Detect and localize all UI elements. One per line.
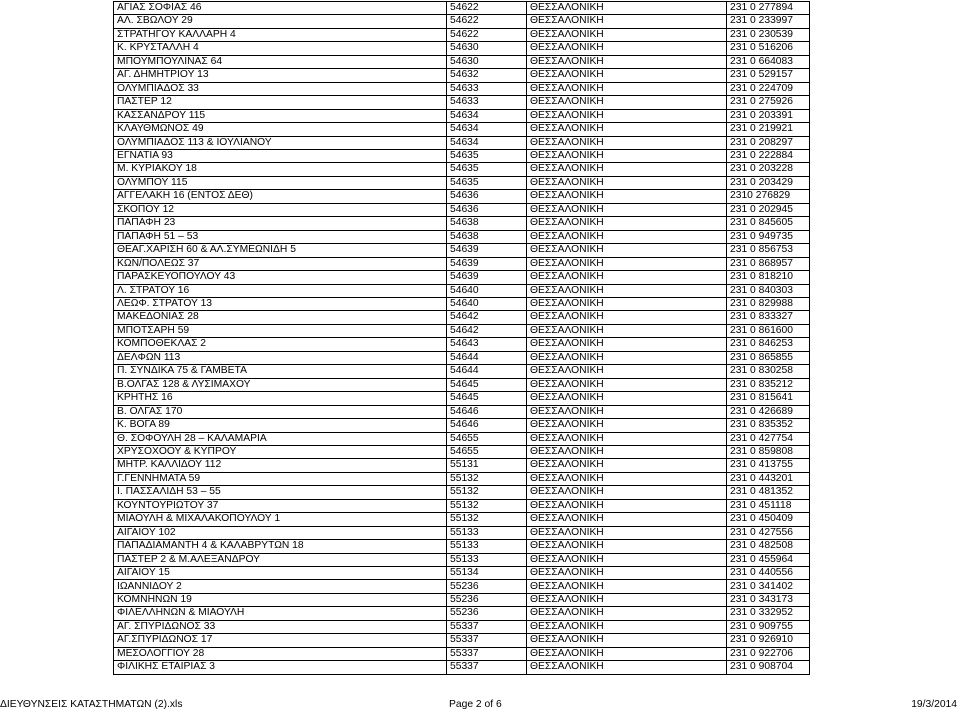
zip-cell: 55337 bbox=[447, 634, 527, 647]
phone-cell: 231 0 664083 bbox=[727, 55, 810, 68]
address-cell: Θ. ΣΟΦΟΥΛΗ 28 – ΚΑΛΑΜΑΡΙΑ bbox=[114, 432, 447, 445]
zip-cell: 54643 bbox=[447, 338, 527, 351]
table-row bbox=[114, 271, 810, 284]
city-cell: ΘΕΣΣΑΛΟΝΙΚΗ bbox=[527, 109, 727, 122]
address-cell: ΟΛΥΜΠΟΥ 115 bbox=[114, 176, 447, 189]
zip-cell: 55134 bbox=[447, 567, 527, 580]
address-cell: ΜΑΚΕΔΟΝΙΑΣ 28 bbox=[114, 311, 447, 324]
table-row bbox=[114, 136, 810, 149]
zip-cell: 54622 bbox=[447, 15, 527, 28]
address-cell: ΙΩΑΝΝΙΔΟΥ 2 bbox=[114, 580, 447, 593]
table-row bbox=[114, 620, 810, 633]
phone-cell: 231 0 830258 bbox=[727, 365, 810, 378]
address-cell: ΠΑΡΑΣΚΕΥΟΠΟΥΛΟΥ 43 bbox=[114, 271, 447, 284]
zip-cell: 54639 bbox=[447, 244, 527, 257]
zip-cell: 54633 bbox=[447, 82, 527, 95]
phone-cell: 231 0 203391 bbox=[727, 109, 810, 122]
city-cell: ΘΕΣΣΑΛΟΝΙΚΗ bbox=[527, 392, 727, 405]
phone-cell: 231 0 922706 bbox=[727, 647, 810, 660]
city-cell: ΘΕΣΣΑΛΟΝΙΚΗ bbox=[527, 499, 727, 512]
city-cell: ΘΕΣΣΑΛΟΝΙΚΗ bbox=[527, 607, 727, 620]
zip-cell: 54634 bbox=[447, 136, 527, 149]
table-row bbox=[114, 445, 810, 458]
phone-cell: 231 0 224709 bbox=[727, 82, 810, 95]
city-cell: ΘΕΣΣΑΛΟΝΙΚΗ bbox=[527, 472, 727, 485]
table-row bbox=[114, 176, 810, 189]
address-cell: ΚΟΜΝΗΝΩΝ 19 bbox=[114, 593, 447, 606]
table-row bbox=[114, 297, 810, 310]
zip-cell: 54646 bbox=[447, 419, 527, 432]
address-cell: ΜΗΤΡ. ΚΑΛΛΙΔΟΥ 112 bbox=[114, 459, 447, 472]
table-row bbox=[114, 351, 810, 364]
table-row bbox=[114, 378, 810, 391]
city-cell: ΘΕΣΣΑΛΟΝΙΚΗ bbox=[527, 69, 727, 82]
phone-cell: 231 0 443201 bbox=[727, 472, 810, 485]
table-row bbox=[114, 190, 810, 203]
phone-cell: 231 0 277894 bbox=[727, 2, 810, 15]
city-cell: ΘΕΣΣΑΛΟΝΙΚΗ bbox=[527, 284, 727, 297]
table-row bbox=[114, 324, 810, 337]
zip-cell: 54639 bbox=[447, 257, 527, 270]
address-cell: Π. ΣΥΝΔΙΚΑ 75 & ΓΑΜΒΕΤΑ bbox=[114, 365, 447, 378]
zip-cell: 54640 bbox=[447, 284, 527, 297]
city-cell: ΘΕΣΣΑΛΟΝΙΚΗ bbox=[527, 190, 727, 203]
address-cell: ΚΟΥΝΤΟΥΡΙΩΤΟΥ 37 bbox=[114, 499, 447, 512]
city-cell: ΘΕΣΣΑΛΟΝΙΚΗ bbox=[527, 540, 727, 553]
table-row bbox=[114, 459, 810, 472]
city-cell: ΘΕΣΣΑΛΟΝΙΚΗ bbox=[527, 176, 727, 189]
address-cell: ΚΡΗΤΗΣ 16 bbox=[114, 392, 447, 405]
phone-cell: 231 0 856753 bbox=[727, 244, 810, 257]
address-cell: ΑΛ. ΣΒΩΛΟΥ 29 bbox=[114, 15, 447, 28]
zip-cell: 54636 bbox=[447, 190, 527, 203]
city-cell: ΘΕΣΣΑΛΟΝΙΚΗ bbox=[527, 311, 727, 324]
zip-cell: 55132 bbox=[447, 499, 527, 512]
phone-cell: 231 0 835212 bbox=[727, 378, 810, 391]
phone-cell: 231 0 845605 bbox=[727, 217, 810, 230]
zip-cell: 55131 bbox=[447, 459, 527, 472]
zip-cell: 55132 bbox=[447, 472, 527, 485]
address-cell: Μ. ΚΥΡΙΑΚΟΥ 18 bbox=[114, 163, 447, 176]
phone-cell: 231 0 865855 bbox=[727, 351, 810, 364]
table-row bbox=[114, 499, 810, 512]
zip-cell: 55133 bbox=[447, 526, 527, 539]
table-row bbox=[114, 553, 810, 566]
table-row bbox=[114, 203, 810, 216]
city-cell: ΘΕΣΣΑΛΟΝΙΚΗ bbox=[527, 486, 727, 499]
address-cell: Λ. ΣΤΡΑΤΟΥ 16 bbox=[114, 284, 447, 297]
phone-cell: 231 0 908704 bbox=[727, 661, 810, 674]
city-cell: ΘΕΣΣΑΛΟΝΙΚΗ bbox=[527, 230, 727, 243]
address-cell: ΠΑΠΑΦΗ 51 – 53 bbox=[114, 230, 447, 243]
table-row bbox=[114, 647, 810, 660]
table-row bbox=[114, 634, 810, 647]
phone-cell: 231 0 529157 bbox=[727, 69, 810, 82]
table-row bbox=[114, 419, 810, 432]
address-cell: ΜΠΟΥΜΠΟΥΛΙΝΑΣ 64 bbox=[114, 55, 447, 68]
address-cell: ΘΕΑΓ.ΧΑΡΙΣΗ 60 & ΑΛ.ΣΥΜΕΩΝΙΔΗ 5 bbox=[114, 244, 447, 257]
city-cell: ΘΕΣΣΑΛΟΝΙΚΗ bbox=[527, 136, 727, 149]
city-cell: ΘΕΣΣΑΛΟΝΙΚΗ bbox=[527, 55, 727, 68]
phone-cell: 231 0 846253 bbox=[727, 338, 810, 351]
table-row bbox=[114, 230, 810, 243]
address-cell: ΟΛΥΜΠΙΑΔΟΣ 33 bbox=[114, 82, 447, 95]
city-cell: ΘΕΣΣΑΛΟΝΙΚΗ bbox=[527, 365, 727, 378]
table-row bbox=[114, 55, 810, 68]
phone-cell: 231 0 861600 bbox=[727, 324, 810, 337]
address-cell: ΜΠΟΤΣΑΡΗ 59 bbox=[114, 324, 447, 337]
table-row bbox=[114, 163, 810, 176]
zip-cell: 54645 bbox=[447, 378, 527, 391]
table-row bbox=[114, 149, 810, 162]
zip-cell: 54638 bbox=[447, 230, 527, 243]
zip-cell: 54622 bbox=[447, 28, 527, 41]
zip-cell: 54644 bbox=[447, 351, 527, 364]
table-row bbox=[114, 607, 810, 620]
address-cell: ΧΡΥΣΟΧΟΟΥ & ΚΥΠΡΟΥ bbox=[114, 445, 447, 458]
zip-cell: 55132 bbox=[447, 513, 527, 526]
footer-page-number: Page 2 of 6 bbox=[449, 699, 502, 710]
table-row bbox=[114, 109, 810, 122]
table-row bbox=[114, 392, 810, 405]
phone-cell: 231 0 440556 bbox=[727, 567, 810, 580]
zip-cell: 54634 bbox=[447, 109, 527, 122]
city-cell: ΘΕΣΣΑΛΟΝΙΚΗ bbox=[527, 620, 727, 633]
phone-cell: 231 0 203228 bbox=[727, 163, 810, 176]
stores-table bbox=[113, 1, 810, 675]
table-row bbox=[114, 123, 810, 136]
zip-cell: 54638 bbox=[447, 217, 527, 230]
phone-cell: 231 0 840303 bbox=[727, 284, 810, 297]
phone-cell: 231 0 202945 bbox=[727, 203, 810, 216]
table-row bbox=[114, 28, 810, 41]
table-row bbox=[114, 661, 810, 674]
city-cell: ΘΕΣΣΑΛΟΝΙΚΗ bbox=[527, 163, 727, 176]
city-cell: ΘΕΣΣΑΛΟΝΙΚΗ bbox=[527, 15, 727, 28]
address-cell: ΑΓ. ΣΠΥΡΙΔΩΝΟΣ 33 bbox=[114, 620, 447, 633]
zip-cell: 54644 bbox=[447, 365, 527, 378]
city-cell: ΘΕΣΣΑΛΟΝΙΚΗ bbox=[527, 419, 727, 432]
address-cell: ΟΛΥΜΠΙΑΔΟΣ 113 & ΙΟΥΛΙΑΝΟΥ bbox=[114, 136, 447, 149]
zip-cell: 54645 bbox=[447, 392, 527, 405]
city-cell: ΘΕΣΣΑΛΟΝΙΚΗ bbox=[527, 634, 727, 647]
address-cell: ΚΑΣΣΑΝΔΡΟΥ 115 bbox=[114, 109, 447, 122]
zip-cell: 55337 bbox=[447, 661, 527, 674]
table-row bbox=[114, 15, 810, 28]
address-cell: ΣΚΟΠΟΥ 12 bbox=[114, 203, 447, 216]
table-row bbox=[114, 338, 810, 351]
address-cell: ΜΙΑΟΥΛΗ & ΜΙΧΑΛΑΚΟΠΟΥΛΟΥ 1 bbox=[114, 513, 447, 526]
address-cell: ΠΑΠΑΦΗ 23 bbox=[114, 217, 447, 230]
phone-cell: 231 0 203429 bbox=[727, 176, 810, 189]
zip-cell: 54635 bbox=[447, 176, 527, 189]
city-cell: ΘΕΣΣΑΛΟΝΙΚΗ bbox=[527, 445, 727, 458]
table-row bbox=[114, 513, 810, 526]
address-cell: ΣΤΡΑΤΗΓΟΥ ΚΑΛΛΑΡΗ 4 bbox=[114, 28, 447, 41]
city-cell: ΘΕΣΣΑΛΟΝΙΚΗ bbox=[527, 378, 727, 391]
table-row bbox=[114, 311, 810, 324]
address-cell: ΜΕΣΟΛΟΓΓΙΟΥ 28 bbox=[114, 647, 447, 660]
city-cell: ΘΕΣΣΑΛΟΝΙΚΗ bbox=[527, 149, 727, 162]
city-cell: ΘΕΣΣΑΛΟΝΙΚΗ bbox=[527, 203, 727, 216]
zip-cell: 54622 bbox=[447, 2, 527, 15]
table-row bbox=[114, 486, 810, 499]
address-cell: ΑΓ.ΣΠΥΡΙΔΩΝΟΣ 17 bbox=[114, 634, 447, 647]
city-cell: ΘΕΣΣΑΛΟΝΙΚΗ bbox=[527, 593, 727, 606]
address-cell: ΠΑΣΤΕΡ 2 & Μ.ΑΛΕΞΑΝΔΡΟΥ bbox=[114, 553, 447, 566]
city-cell: ΘΕΣΣΑΛΟΝΙΚΗ bbox=[527, 2, 727, 15]
zip-cell: 55133 bbox=[447, 540, 527, 553]
zip-cell: 54639 bbox=[447, 271, 527, 284]
phone-cell: 231 0 230539 bbox=[727, 28, 810, 41]
city-cell: ΘΕΣΣΑΛΟΝΙΚΗ bbox=[527, 513, 727, 526]
zip-cell: 54646 bbox=[447, 405, 527, 418]
zip-cell: 54635 bbox=[447, 149, 527, 162]
table-row bbox=[114, 96, 810, 109]
city-cell: ΘΕΣΣΑΛΟΝΙΚΗ bbox=[527, 217, 727, 230]
table-row bbox=[114, 567, 810, 580]
city-cell: ΘΕΣΣΑΛΟΝΙΚΗ bbox=[527, 123, 727, 136]
zip-cell: 55236 bbox=[447, 580, 527, 593]
table-row bbox=[114, 69, 810, 82]
phone-cell: 231 0 222884 bbox=[727, 149, 810, 162]
city-cell: ΘΕΣΣΑΛΟΝΙΚΗ bbox=[527, 661, 727, 674]
phone-cell: 231 0 516206 bbox=[727, 42, 810, 55]
address-cell: Κ. ΚΡΥΣΤΑΛΛΗ 4 bbox=[114, 42, 447, 55]
phone-cell: 231 0 455964 bbox=[727, 553, 810, 566]
table-row bbox=[114, 257, 810, 270]
address-cell: ΑΓ. ΔΗΜΗΤΡΙΟΥ 13 bbox=[114, 69, 447, 82]
city-cell: ΘΕΣΣΑΛΟΝΙΚΗ bbox=[527, 42, 727, 55]
city-cell: ΘΕΣΣΑΛΟΝΙΚΗ bbox=[527, 351, 727, 364]
zip-cell: 55236 bbox=[447, 593, 527, 606]
phone-cell: 231 0 833327 bbox=[727, 311, 810, 324]
address-cell: ΠΑΣΤΕΡ 12 bbox=[114, 96, 447, 109]
table-row bbox=[114, 593, 810, 606]
zip-cell: 54632 bbox=[447, 69, 527, 82]
address-cell: ΚΟΜΠΟΘΕΚΛΑΣ 2 bbox=[114, 338, 447, 351]
zip-cell: 54655 bbox=[447, 432, 527, 445]
phone-cell: 231 0 818210 bbox=[727, 271, 810, 284]
table-row bbox=[114, 405, 810, 418]
phone-cell: 231 0 949735 bbox=[727, 230, 810, 243]
phone-cell: 231 0 909755 bbox=[727, 620, 810, 633]
zip-cell: 54633 bbox=[447, 96, 527, 109]
city-cell: ΘΕΣΣΑΛΟΝΙΚΗ bbox=[527, 96, 727, 109]
city-cell: ΘΕΣΣΑΛΟΝΙΚΗ bbox=[527, 28, 727, 41]
city-cell: ΘΕΣΣΑΛΟΝΙΚΗ bbox=[527, 432, 727, 445]
address-cell: Κ. ΒΟΓΑ 89 bbox=[114, 419, 447, 432]
phone-cell: 231 0 341402 bbox=[727, 580, 810, 593]
phone-cell: 231 0 859808 bbox=[727, 445, 810, 458]
phone-cell: 231 0 815641 bbox=[727, 392, 810, 405]
phone-cell: 231 0 481352 bbox=[727, 486, 810, 499]
table-row bbox=[114, 284, 810, 297]
table-row bbox=[114, 217, 810, 230]
zip-cell: 54630 bbox=[447, 55, 527, 68]
table-row bbox=[114, 42, 810, 55]
footer-date: 19/3/2014 bbox=[911, 699, 957, 710]
address-cell: ΦΙΛΕΛΛΗΝΩΝ & ΜΙΑΟΥΛΗ bbox=[114, 607, 447, 620]
phone-cell: 2310 276829 bbox=[727, 190, 810, 203]
phone-cell: 231 0 413755 bbox=[727, 459, 810, 472]
zip-cell: 54636 bbox=[447, 203, 527, 216]
city-cell: ΘΕΣΣΑΛΟΝΙΚΗ bbox=[527, 647, 727, 660]
city-cell: ΘΕΣΣΑΛΟΝΙΚΗ bbox=[527, 459, 727, 472]
zip-cell: 54642 bbox=[447, 311, 527, 324]
table-row bbox=[114, 432, 810, 445]
zip-cell: 54630 bbox=[447, 42, 527, 55]
phone-cell: 231 0 343173 bbox=[727, 593, 810, 606]
table-row bbox=[114, 244, 810, 257]
address-cell: ΦΙΛΙΚΗΣ ΕΤΑΙΡΙΑΣ 3 bbox=[114, 661, 447, 674]
zip-cell: 55337 bbox=[447, 647, 527, 660]
stores-table-body bbox=[114, 2, 810, 675]
table-row bbox=[114, 82, 810, 95]
phone-cell: 231 0 332952 bbox=[727, 607, 810, 620]
address-cell: ΚΩΝ/ΠΟΛΕΩΣ 37 bbox=[114, 257, 447, 270]
phone-cell: 231 0 868957 bbox=[727, 257, 810, 270]
city-cell: ΘΕΣΣΑΛΟΝΙΚΗ bbox=[527, 297, 727, 310]
address-cell: ΠΑΠΑΔΙΑΜΑΝΤΗ 4 & ΚΑΛΑΒΡΥΤΩΝ 18 bbox=[114, 540, 447, 553]
table-row bbox=[114, 2, 810, 15]
phone-cell: 231 0 451118 bbox=[727, 499, 810, 512]
table-row bbox=[114, 580, 810, 593]
address-cell: ΑΓΓΕΛΑΚΗ 16 (ΕΝΤΟΣ ΔΕΘ) bbox=[114, 190, 447, 203]
address-cell: ΕΓΝΑΤΙΑ 93 bbox=[114, 149, 447, 162]
phone-cell: 231 0 427556 bbox=[727, 526, 810, 539]
zip-cell: 54640 bbox=[447, 297, 527, 310]
phone-cell: 231 0 450409 bbox=[727, 513, 810, 526]
phone-cell: 231 0 427754 bbox=[727, 432, 810, 445]
phone-cell: 231 0 233997 bbox=[727, 15, 810, 28]
city-cell: ΘΕΣΣΑΛΟΝΙΚΗ bbox=[527, 257, 727, 270]
table-row bbox=[114, 526, 810, 539]
zip-cell: 54655 bbox=[447, 445, 527, 458]
address-cell: ΑΙΓΑΙΟΥ 15 bbox=[114, 567, 447, 580]
zip-cell: 55132 bbox=[447, 486, 527, 499]
city-cell: ΘΕΣΣΑΛΟΝΙΚΗ bbox=[527, 271, 727, 284]
table-row bbox=[114, 540, 810, 553]
address-cell: Β.ΟΛΓΑΣ 128 & ΛΥΣΙΜΑΧΟΥ bbox=[114, 378, 447, 391]
phone-cell: 231 0 275926 bbox=[727, 96, 810, 109]
city-cell: ΘΕΣΣΑΛΟΝΙΚΗ bbox=[527, 580, 727, 593]
phone-cell: 231 0 829988 bbox=[727, 297, 810, 310]
address-cell: ΔΕΛΦΩΝ 113 bbox=[114, 351, 447, 364]
city-cell: ΘΕΣΣΑΛΟΝΙΚΗ bbox=[527, 553, 727, 566]
phone-cell: 231 0 426689 bbox=[727, 405, 810, 418]
phone-cell: 231 0 835352 bbox=[727, 419, 810, 432]
address-cell: Β. ΟΛΓΑΣ 170 bbox=[114, 405, 447, 418]
city-cell: ΘΕΣΣΑΛΟΝΙΚΗ bbox=[527, 567, 727, 580]
phone-cell: 231 0 482508 bbox=[727, 540, 810, 553]
zip-cell: 55337 bbox=[447, 620, 527, 633]
address-cell: ΛΕΩΦ. ΣΤΡΑΤΟΥ 13 bbox=[114, 297, 447, 310]
phone-cell: 231 0 208297 bbox=[727, 136, 810, 149]
address-cell: ΑΙΓΑΙΟΥ 102 bbox=[114, 526, 447, 539]
phone-cell: 231 0 926910 bbox=[727, 634, 810, 647]
city-cell: ΘΕΣΣΑΛΟΝΙΚΗ bbox=[527, 324, 727, 337]
zip-cell: 54635 bbox=[447, 163, 527, 176]
phone-cell: 231 0 219921 bbox=[727, 123, 810, 136]
city-cell: ΘΕΣΣΑΛΟΝΙΚΗ bbox=[527, 82, 727, 95]
city-cell: ΘΕΣΣΑΛΟΝΙΚΗ bbox=[527, 405, 727, 418]
zip-cell: 55133 bbox=[447, 553, 527, 566]
city-cell: ΘΕΣΣΑΛΟΝΙΚΗ bbox=[527, 338, 727, 351]
address-cell: ΑΓΙΑΣ ΣΟΦΙΑΣ 46 bbox=[114, 2, 447, 15]
zip-cell: 54642 bbox=[447, 324, 527, 337]
table-row bbox=[114, 472, 810, 485]
table-row bbox=[114, 365, 810, 378]
zip-cell: 54634 bbox=[447, 123, 527, 136]
address-cell: Ι. ΠΑΣΣΑΛΙΔΗ 53 – 55 bbox=[114, 486, 447, 499]
address-cell: ΚΛΑΥΘΜΩΝΟΣ 49 bbox=[114, 123, 447, 136]
footer-filename: ΔΙΕΥΘΥΝΣΕΙΣ ΚΑΤΑΣΤΗΜΑΤΩΝ (2).xls bbox=[0, 699, 183, 710]
city-cell: ΘΕΣΣΑΛΟΝΙΚΗ bbox=[527, 526, 727, 539]
address-cell: Γ.ΓΕΝΝΗΜΑΤΑ 59 bbox=[114, 472, 447, 485]
city-cell: ΘΕΣΣΑΛΟΝΙΚΗ bbox=[527, 244, 727, 257]
zip-cell: 55236 bbox=[447, 607, 527, 620]
